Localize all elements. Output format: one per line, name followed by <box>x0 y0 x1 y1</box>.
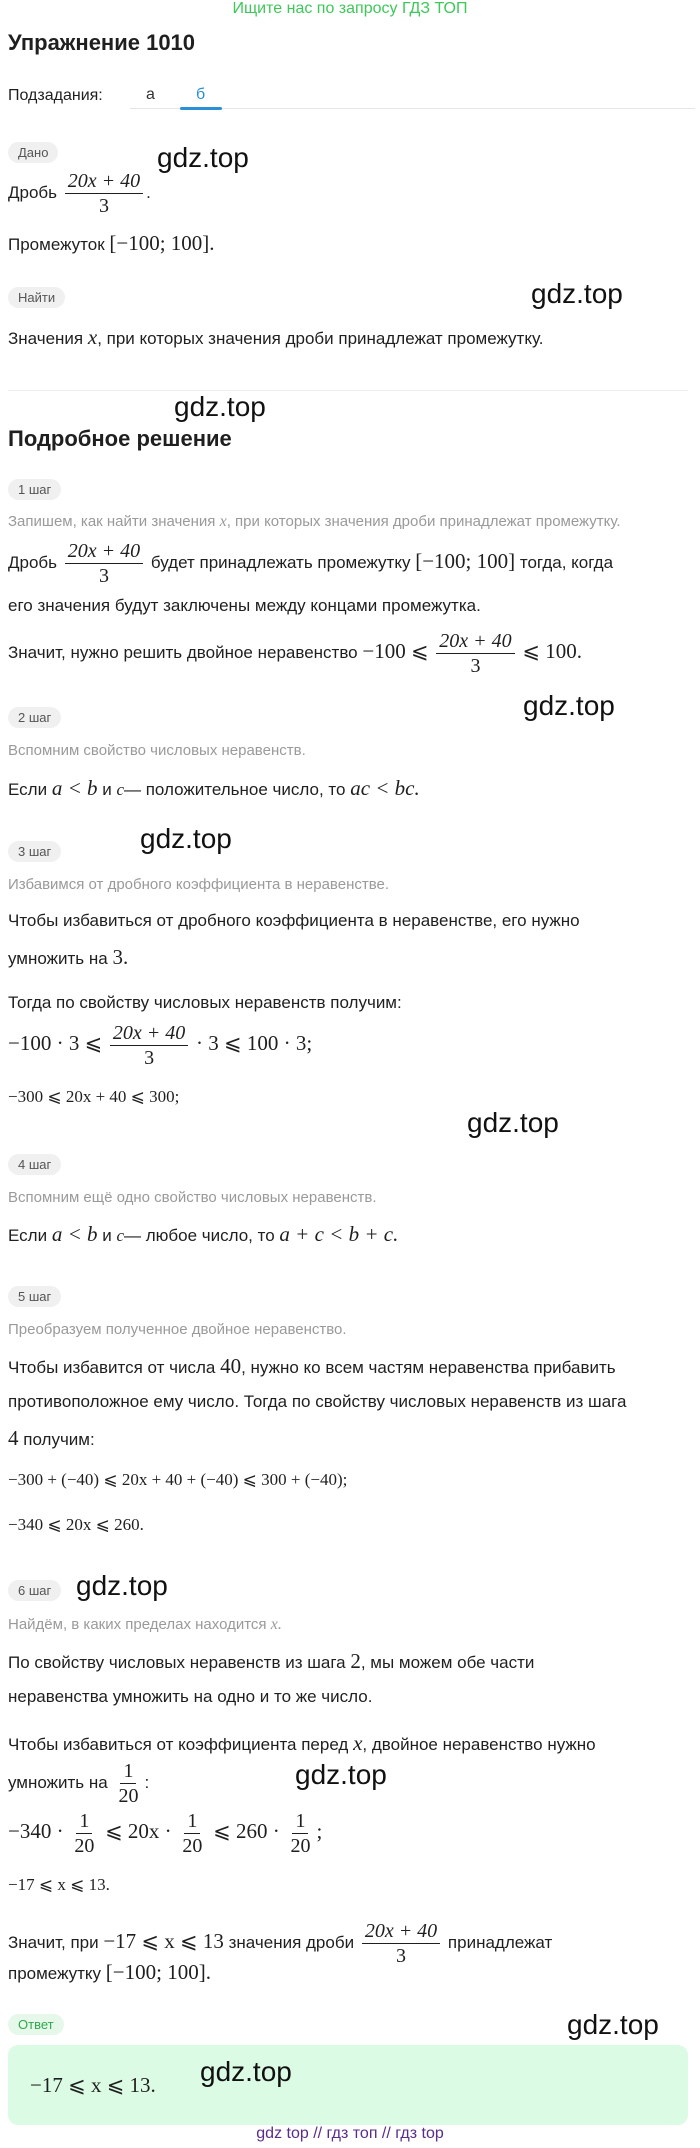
step-5-eq-1: −300 + (−40) ⩽ 20x + 40 + (−40) ⩽ 300 + (−40); <box>8 1470 348 1489</box>
step-4-hint: Вспомним ещё одно свойство числовых неравенств. <box>8 1189 377 1206</box>
step-3-line-3: Тогда по свойству числовых неравенств получим: <box>8 993 402 1012</box>
step-3-line-2: умножить на 3. <box>8 945 129 969</box>
watermark: gdz.top <box>531 278 623 309</box>
step-2-text: Если a < b и c— положительное число, то ac < bc. <box>8 776 420 800</box>
answer-box <box>8 2045 688 2125</box>
step-6-line-3: Чтобы избавиться от коэффициента перед x, двойное неравенство нужно <box>8 1731 596 1755</box>
step-6-eq-2: −17 ⩽ x ⩽ 13. <box>8 1875 110 1894</box>
footer-links[interactable]: gdz top // гдз топ // гдз top <box>256 2125 444 2142</box>
active-tab-indicator <box>180 107 222 110</box>
watermark: gdz.top <box>295 1759 387 1790</box>
page-title: Упражнение 1010 <box>8 30 196 55</box>
watermark: gdz.top <box>140 823 232 854</box>
fraction: $\frac{20x + 40}{3}$ <box>65 170 143 217</box>
step-6-line-4: умножить на $\frac{1}{20}$ : <box>8 1760 150 1807</box>
search-banner: Ищите нас по запросу ГДЗ ТОП <box>232 0 468 17</box>
step-6-line-1: По свойству числовых неравенств из шага 2, мы можем обе части <box>8 1649 535 1673</box>
section-divider <box>8 390 688 391</box>
step-5-hint: Преобразуем полученное двойное неравенство. <box>8 1321 347 1338</box>
watermark: gdz.top <box>76 1570 168 1601</box>
step-1-line-1: Дробь $\frac{20x + 40}{3}$ будет принадлежать промежутку [−100; 100] тогда, когда <box>8 540 614 587</box>
step-3-eq-2: −300 ⩽ 20x + 40 ⩽ 300; <box>8 1087 180 1106</box>
find-badge: Найти <box>8 287 65 308</box>
step-5-badge: 5 шаг <box>8 1286 61 1307</box>
step-4-badge: 4 шаг <box>8 1154 61 1175</box>
step-3-badge: 3 шаг <box>8 841 61 862</box>
step-6-line-6: промежутку [−100; 100]. <box>8 1960 211 1984</box>
tab-b[interactable]: б <box>196 86 206 103</box>
given-interval: Промежуток [−100; 100]. <box>8 231 215 255</box>
tab-a[interactable]: а <box>146 86 155 103</box>
step-1-badge: 1 шаг <box>8 479 61 500</box>
watermark: gdz.top <box>157 142 249 173</box>
subtasks-label: Подзадания: <box>8 87 103 104</box>
step-5-line-1: Чтобы избавится от числа 40, нужно ко всем частям неравенства прибавить <box>8 1354 616 1378</box>
step-6-hint: Найдём, в каких пределах находится x. <box>8 1616 282 1633</box>
given-badge: Дано <box>8 142 58 163</box>
step-1-line-3: Значит, нужно решить двойное неравенство −100 ⩽ $\frac{20x + 40}{3}$ ⩽ 100. <box>8 630 583 677</box>
step-6-eq-1: −340 · $\frac{1}{20}$ ⩽ 20x · $\frac{1}{20}$ ⩽ 260 · $\frac{1}{20}$ ; <box>8 1810 323 1857</box>
find-text: Значения x, при которых значения дроби принадлежат промежутку. <box>8 325 544 349</box>
step-2-hint: Вспомним свойство числовых неравенств. <box>8 742 306 759</box>
step-1-line-2: его значения будут заключены между концами промежутка. <box>8 596 481 615</box>
step-3-eq-1: −100 · 3 ⩽ $\frac{20x + 40}{3}$ · 3 ⩽ 100 · 3; <box>8 1022 313 1069</box>
step-2-badge: 2 шаг <box>8 707 61 728</box>
watermark: gdz.top <box>174 391 266 422</box>
answer-value: −17 ⩽ x ⩽ 13. <box>30 2073 156 2097</box>
step-6-line-5: Значит, при −17 ⩽ x ⩽ 13 значения дроби $\frac{20x + 40}{3}$ принадлежат <box>8 1920 553 1967</box>
step-5-line-3: 4 получим: <box>8 1426 95 1450</box>
step-3-line-1: Чтобы избавиться от дробного коэффициента в неравенстве, его нужно <box>8 911 580 930</box>
step-4-text: Если a < b и c— любое число, то a + c < b + c. <box>8 1222 399 1246</box>
step-6-badge: 6 шаг <box>8 1580 61 1601</box>
solution-title: Подробное решение <box>8 426 232 451</box>
given-fraction: Дробь $\frac{20x + 40}{3}$ . <box>8 170 151 217</box>
step-1-hint: Запишем, как найти значения x, при которых значения дроби принадлежат промежутку. <box>8 513 621 530</box>
watermark: gdz.top <box>567 2009 659 2040</box>
answer-badge: Ответ <box>8 2014 64 2035</box>
step-5-line-2: противоположное ему число. Тогда по свойству числовых неравенств из шага <box>8 1392 627 1411</box>
step-6-line-2: неравенства умножить на одно и то же число. <box>8 1687 373 1706</box>
watermark: gdz.top <box>467 1107 559 1138</box>
watermark: gdz.top <box>200 2056 292 2087</box>
step-5-eq-2: −340 ⩽ 20x ⩽ 260. <box>8 1515 144 1534</box>
step-3-hint: Избавимся от дробного коэффициента в неравенстве. <box>8 876 390 893</box>
watermark: gdz.top <box>523 690 615 721</box>
